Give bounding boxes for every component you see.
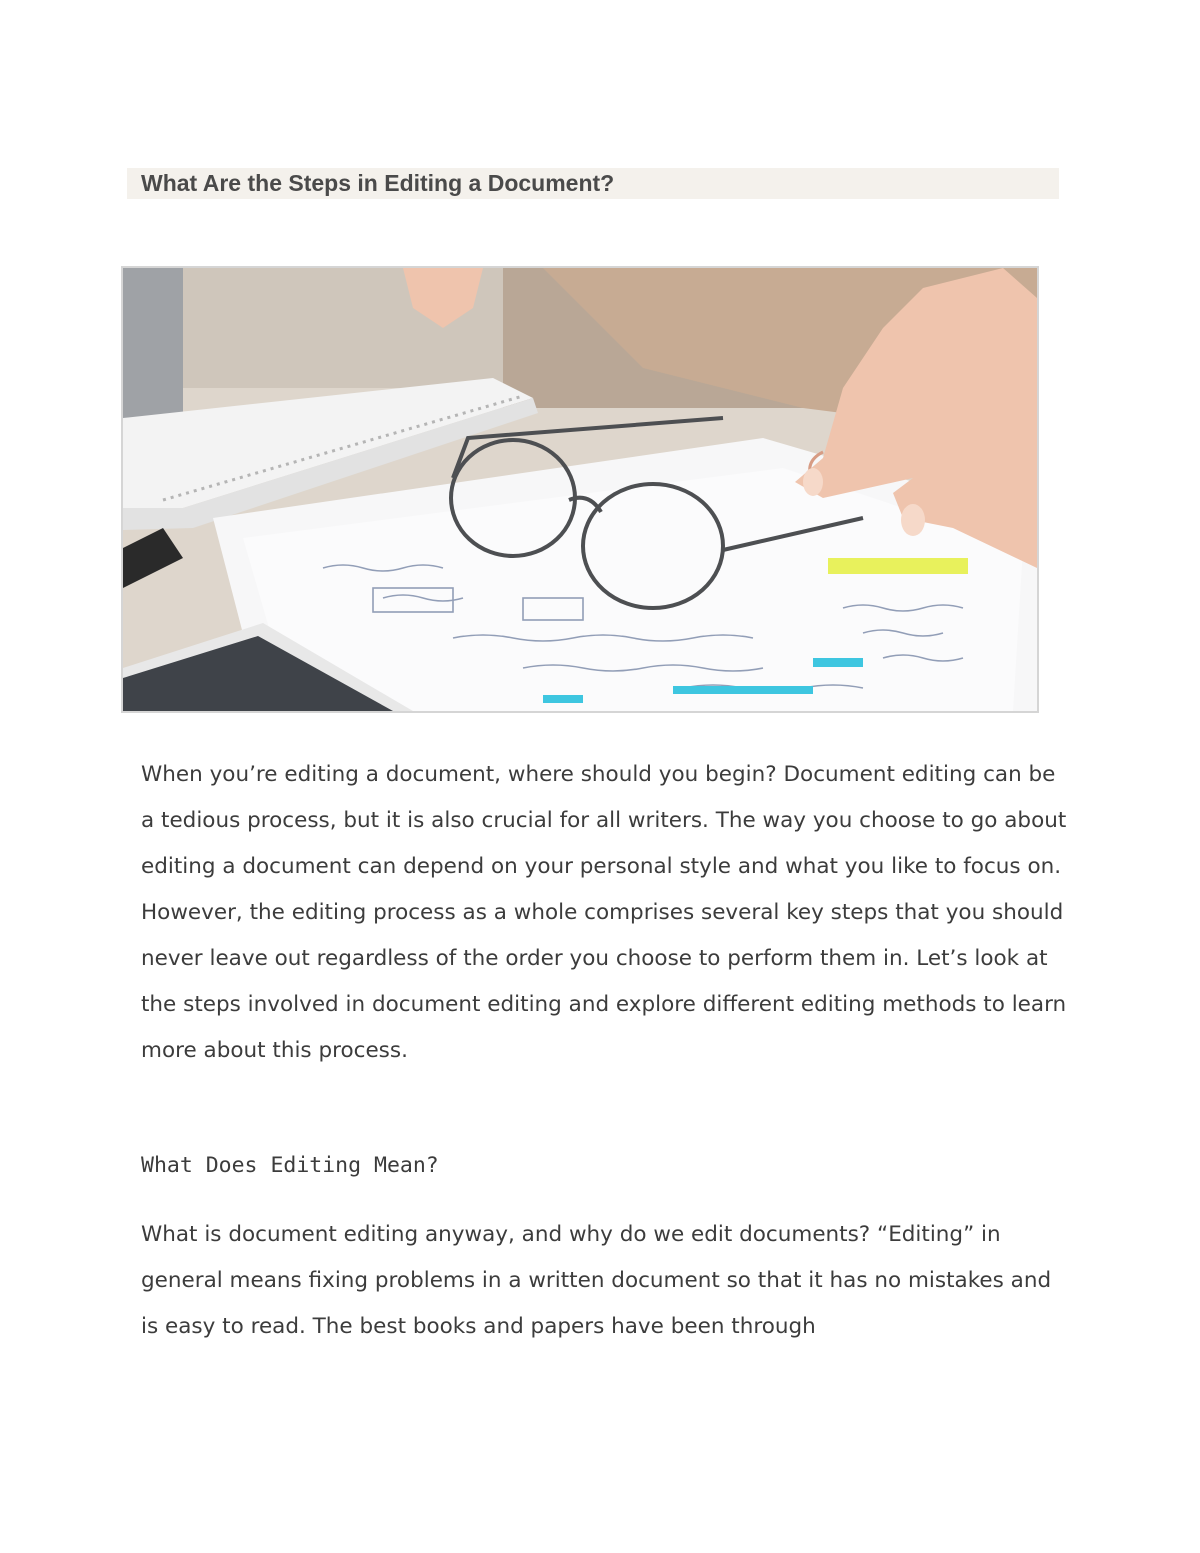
article-photo (121, 266, 1039, 713)
glasses-on-papers-illustration (123, 268, 1037, 711)
intro-paragraph: When you’re editing a document, where should you begin? Document editing can be a tedious process, but it is also crucial for all writers. The way you choose to go about editing a document can depend on your personal style and what you like to focus on. However, the editing process as a whole comprises several key steps that you should never leave out regardless of the order you choose to perform them in. Let’s look at the steps involved in document editing and explore different editing methods to learn more about this process. (141, 762, 1067, 1063)
page-title: What Are the Steps in Editing a Document? (141, 170, 615, 196)
title-bar (127, 168, 1059, 199)
section-heading: What Does Editing Mean? (141, 1153, 439, 1178)
definition-paragraph: What is document editing anyway, and why do we edit documents? “Editing” in general means fixing problems in a written document so that it has no mistakes and is easy to read. The best books and papers have been through (141, 1222, 1052, 1339)
